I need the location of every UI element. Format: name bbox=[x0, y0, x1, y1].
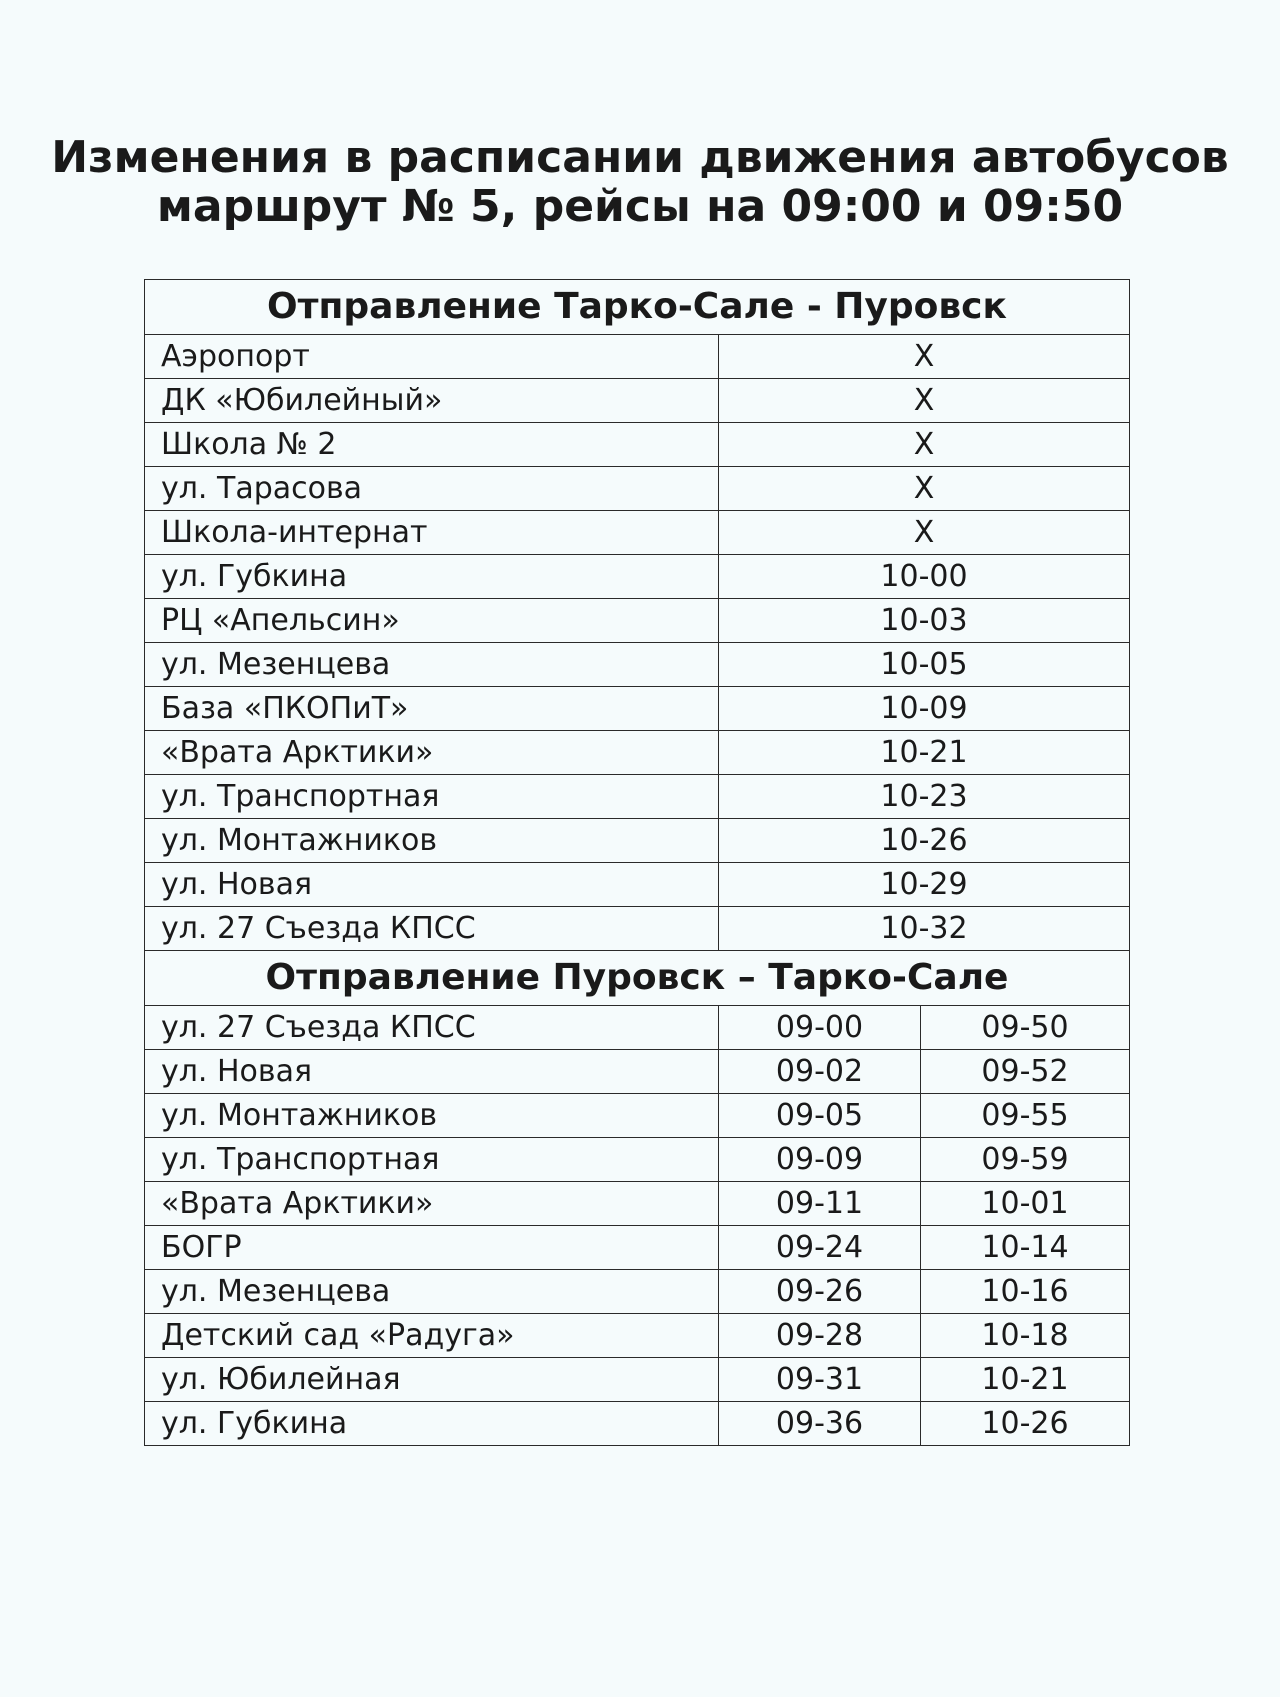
stop-name: «Врата Арктики» bbox=[145, 731, 719, 775]
departure-time-0900: 09-36 bbox=[719, 1402, 921, 1446]
table-row bbox=[145, 1358, 1130, 1402]
title-line-1: Изменения в расписании движения автобусов bbox=[51, 132, 1229, 183]
departure-time: 10-00 bbox=[719, 555, 1130, 599]
stop-name: Детский сад «Радуга» bbox=[145, 1314, 719, 1358]
departure-time-0950: 09-55 bbox=[921, 1094, 1130, 1138]
departure-time: 10-05 bbox=[719, 643, 1130, 687]
departure-time: Х bbox=[719, 511, 1130, 555]
section-header-outbound: Отправление Тарко-Сале - Пуровск bbox=[145, 280, 1130, 335]
table-row bbox=[145, 1270, 1130, 1314]
table-row bbox=[145, 1006, 1130, 1050]
page-title bbox=[0, 133, 1280, 231]
departure-time-0950: 10-26 bbox=[921, 1402, 1130, 1446]
departure-time-0900: 09-11 bbox=[719, 1182, 921, 1226]
schedule-table bbox=[144, 279, 1130, 1446]
stop-name: БОГР bbox=[145, 1226, 719, 1270]
table-row bbox=[145, 1314, 1130, 1358]
table-row bbox=[145, 819, 1130, 863]
table-row bbox=[145, 555, 1130, 599]
departure-time: Х bbox=[719, 423, 1130, 467]
table-row bbox=[145, 1402, 1130, 1446]
table-row bbox=[145, 423, 1130, 467]
departure-time-0950: 10-16 bbox=[921, 1270, 1130, 1314]
departure-time-0950: 10-21 bbox=[921, 1358, 1130, 1402]
stop-name: База «ПКОПиТ» bbox=[145, 687, 719, 731]
table-row bbox=[145, 775, 1130, 819]
departure-time-0900: 09-05 bbox=[719, 1094, 921, 1138]
departure-time-0900: 09-26 bbox=[719, 1270, 921, 1314]
departure-time-0950: 10-01 bbox=[921, 1182, 1130, 1226]
table-row bbox=[145, 1094, 1130, 1138]
table-row bbox=[145, 863, 1130, 907]
stop-name: ул. Монтажников bbox=[145, 1094, 719, 1138]
stop-name: ул. Мезенцева bbox=[145, 1270, 719, 1314]
departure-time: 10-32 bbox=[719, 907, 1130, 951]
section-header-inbound: Отправление Пуровск – Тарко-Сале bbox=[145, 951, 1130, 1006]
departure-time-0900: 09-09 bbox=[719, 1138, 921, 1182]
departure-time: 10-21 bbox=[719, 731, 1130, 775]
table-row bbox=[145, 467, 1130, 511]
departure-time: 10-26 bbox=[719, 819, 1130, 863]
stop-name: ул. Новая bbox=[145, 1050, 719, 1094]
departure-time: 10-29 bbox=[719, 863, 1130, 907]
table-row bbox=[145, 1050, 1130, 1094]
departure-time: 10-23 bbox=[719, 775, 1130, 819]
stop-name: РЦ «Апельсин» bbox=[145, 599, 719, 643]
table-row bbox=[145, 907, 1130, 951]
stop-name: Школа № 2 bbox=[145, 423, 719, 467]
departure-time-0950: 09-52 bbox=[921, 1050, 1130, 1094]
stop-name: ул. Тарасова bbox=[145, 467, 719, 511]
stop-name: ул. Монтажников bbox=[145, 819, 719, 863]
stop-name: Аэропорт bbox=[145, 335, 719, 379]
stop-name: ул. Новая bbox=[145, 863, 719, 907]
departure-time-0900: 09-28 bbox=[719, 1314, 921, 1358]
stop-name: Школа-интернат bbox=[145, 511, 719, 555]
table-row bbox=[145, 1226, 1130, 1270]
table-row bbox=[145, 1138, 1130, 1182]
section-header-row bbox=[145, 280, 1130, 335]
table-row bbox=[145, 643, 1130, 687]
schedule-body bbox=[145, 280, 1130, 1446]
departure-time-0950: 09-59 bbox=[921, 1138, 1130, 1182]
departure-time-0900: 09-02 bbox=[719, 1050, 921, 1094]
section-header-row bbox=[145, 951, 1130, 1006]
stop-name: ул. Транспортная bbox=[145, 1138, 719, 1182]
departure-time: Х bbox=[719, 335, 1130, 379]
departure-time: Х bbox=[719, 379, 1130, 423]
table-row bbox=[145, 687, 1130, 731]
stop-name: ул. Губкина bbox=[145, 1402, 719, 1446]
table-row bbox=[145, 511, 1130, 555]
departure-time: 10-09 bbox=[719, 687, 1130, 731]
stop-name: ул. Транспортная bbox=[145, 775, 719, 819]
table-row bbox=[145, 599, 1130, 643]
departure-time: Х bbox=[719, 467, 1130, 511]
stop-name: «Врата Арктики» bbox=[145, 1182, 719, 1226]
table-row bbox=[145, 379, 1130, 423]
stop-name: ул. 27 Съезда КПСС bbox=[145, 907, 719, 951]
departure-time-0900: 09-31 bbox=[719, 1358, 921, 1402]
departure-time-0900: 09-24 bbox=[719, 1226, 921, 1270]
departure-time: 10-03 bbox=[719, 599, 1130, 643]
stop-name: ул. Губкина bbox=[145, 555, 719, 599]
title-line-2: маршрут № 5, рейсы на 09:00 и 09:50 bbox=[156, 181, 1124, 232]
table-row bbox=[145, 335, 1130, 379]
departure-time-0950: 09-50 bbox=[921, 1006, 1130, 1050]
stop-name: ул. Мезенцева bbox=[145, 643, 719, 687]
table-row bbox=[145, 731, 1130, 775]
table-row bbox=[145, 1182, 1130, 1226]
stop-name: ДК «Юбилейный» bbox=[145, 379, 719, 423]
stop-name: ул. 27 Съезда КПСС bbox=[145, 1006, 719, 1050]
stop-name: ул. Юбилейная bbox=[145, 1358, 719, 1402]
departure-time-0950: 10-14 bbox=[921, 1226, 1130, 1270]
departure-time-0950: 10-18 bbox=[921, 1314, 1130, 1358]
departure-time-0900: 09-00 bbox=[719, 1006, 921, 1050]
